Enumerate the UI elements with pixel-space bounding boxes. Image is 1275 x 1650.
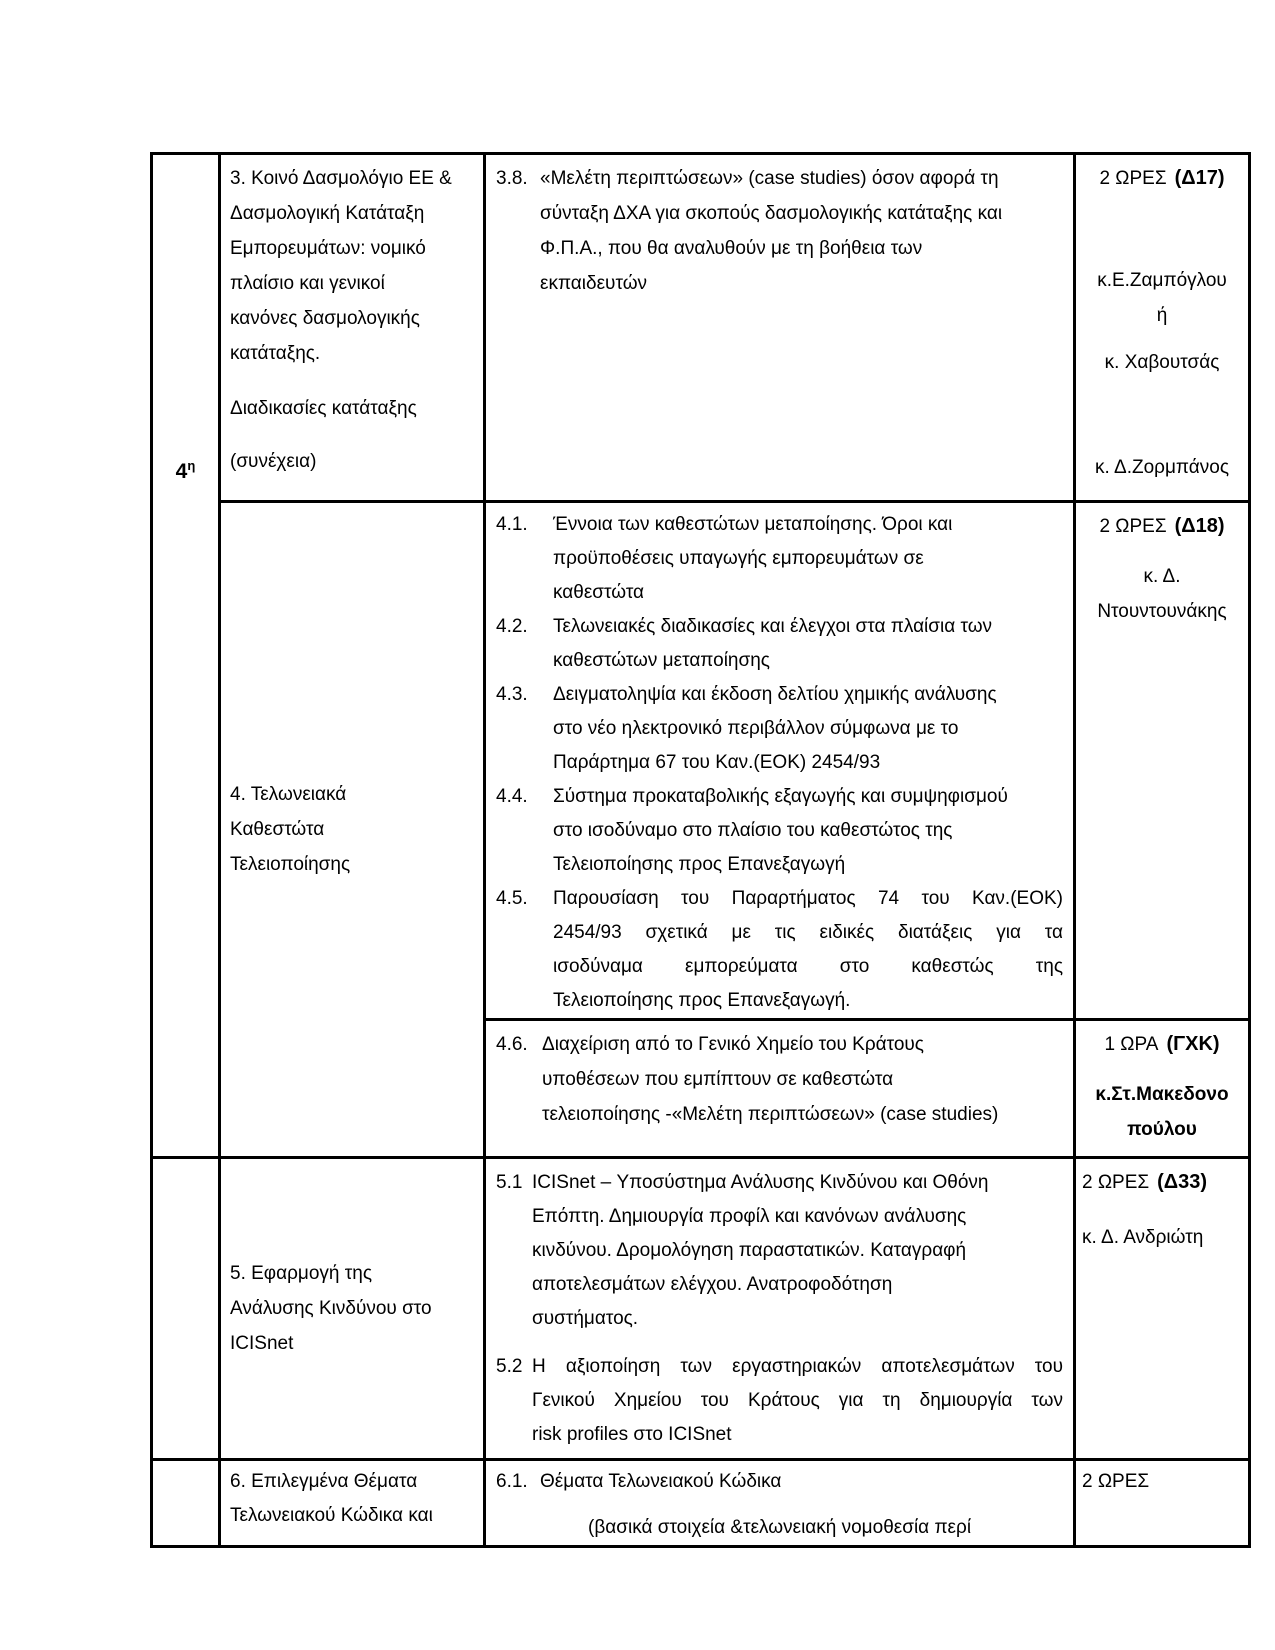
topic-6-cell [220,1460,485,1547]
topic-3-cell [220,154,485,502]
item-text-line: Φ.Π.Α., που θα αναλυθούν με τη βοήθεια των [540,238,923,259]
item-text-line: στο ισοδύναμο στο πλαίσιο του καθεστώτος της [553,820,953,841]
item-title-line: Θέματα Τελωνειακού Κώδικα [540,1471,782,1492]
subtopic-item-4-3 [496,678,1063,780]
item-text-line: εκπαιδευτών [540,273,648,294]
subtopics-4-cell [485,502,1075,1020]
topic-3-line: κανόνες δασμολογικής [230,308,420,329]
topic-5-cell [220,1158,485,1460]
instructor-name: κ. Δ. Ανδριώτη [1082,1227,1204,1248]
item-text-line: κινδύνου. Δρομολόγηση παραστατικών. Καταγραφή [532,1240,967,1261]
item-body [553,678,1063,780]
item-number: 4.4. [496,786,528,807]
item-body [553,780,1063,882]
subtopic-item-4-1 [496,508,1063,610]
hours-duration: 2 ΩΡΕΣ [1082,1172,1150,1193]
topic-6-line: 6. Επιλεγμένα Θέματα [230,1471,418,1492]
item-text-line: Τελειοποίησης προς Επανεξαγωγή [553,854,846,875]
topic-3-paragraph3: (συνέχεια) [230,451,317,472]
item-text-line: ICISnet – Υποσύστημα Ανάλυσης Κινδύνου και Οθόνη [532,1172,989,1193]
item-text-line: προϋποθέσεις υπαγωγής εμπορευμάτων σε [553,548,924,569]
subtopic-3-8-cell [485,154,1075,502]
item-text-line: καθεστώτων μεταποίησης [553,650,770,671]
item-number: 5.2 [496,1356,523,1377]
training-schedule-table [150,152,1251,1548]
day-suffix: η [187,458,196,473]
hours-code: (Δ18) [1174,515,1225,537]
hours-code: (ΓΧΚ) [1166,1033,1220,1055]
subtopic-item-4-2 [496,610,1063,678]
hours-duration: 2 ΩΡΕΣ [1099,168,1167,189]
hours-duration: 2 ΩΡΕΣ [1099,516,1167,537]
item-body [532,1166,1063,1336]
item-text-line: Παράρτημα 67 του Καν.(ΕΟΚ) 2454/93 [553,752,881,773]
item-body [542,1027,1063,1132]
hours-duration-line [1082,1027,1242,1062]
day-cell-empty [152,1460,220,1547]
topic-3-line: κατάταξης. [230,343,321,364]
item-text-line: Έννοια των καθεστώτων μεταποίησης. Όροι και [553,514,953,535]
topic-5-line: Ανάλυσης Κινδύνου στο [230,1298,432,1319]
item-text-line: Παρουσίαση του Παραρτήματος 74 του Καν.(ΕΟΚ) [553,888,1063,909]
item-text-line: σύνταξη ΔΧΑ για σκοπούς δασμολογικής κατάταξης και [540,203,1003,224]
item-body [553,610,1063,678]
topic-3-line: Εμπορευμάτων: νομικό [230,238,426,259]
topic-3-line: Δασμολογική Κατάταξη [230,203,425,224]
topic-5-line: ICISnet [230,1333,294,1354]
item-body [532,1350,1063,1452]
topic-3-line: 3. Κοινό Δασμολόγιο ΕΕ & [230,168,452,189]
item-number: 4.5. [496,888,528,909]
item-number: 6.1. [496,1471,528,1492]
topic-4-cell [220,502,485,1158]
instructor-name: κ. Δ. Ντουντουνάκης [1097,566,1227,622]
subtopics-5-cell [485,1158,1075,1460]
subtopic-item-5-1 [496,1166,1063,1336]
subtopic-item-4-5 [496,882,1063,1018]
instructor-name: κ. Δ.Ζορμπάνος [1095,457,1229,478]
day-cell [152,154,220,1158]
subtopic-item-3-8 [496,161,1063,301]
item-text-line: συστήματος. [532,1308,639,1329]
item-number: 3.8. [496,168,528,189]
hours-d33-cell [1075,1158,1250,1460]
item-text-line: ισοδύναμα εμπορεύματα στο καθεστώς της [553,956,1063,977]
instructor-name: κ.Στ.Μακεδονο [1095,1084,1229,1105]
item-text-line: 2454/93 σχετικά με τις ειδικές διατάξεις για τα [553,922,1063,943]
subtopic-6-1-cell [485,1460,1075,1547]
item-text-line: Γενικού Χημείου του Κράτους για τη δημιουργία των [532,1390,1063,1411]
hours-duration-line [1082,161,1242,196]
item-text-line: στο νέο ηλεκτρονικό περιβάλλον σύμφωνα με το [553,718,959,739]
topic-3-paragraph2: Διαδικασίες κατάταξης [230,398,417,419]
item-number: 4.6. [496,1034,528,1055]
hours-code: (Δ33) [1157,1171,1208,1193]
hours-duration: 2 ΩΡΕΣ [1082,1471,1150,1492]
topic-5-line: 5. Εφαρμογή της [230,1263,372,1284]
hours-2ores-cell [1075,1460,1250,1547]
hours-duration: 1 ΩΡΑ [1104,1034,1159,1055]
topic-6-line: Τελωνειακού Κώδικα και [230,1505,433,1526]
subtopic-4-6-cell [485,1020,1075,1158]
item-number: 4.1. [496,514,528,535]
item-text-line: (βασικά στοιχεία &τελωνειακή νομοθεσία περί [588,1517,972,1538]
item-body [553,882,1063,1018]
item-text-line: Επόπτη. Δημιουργία προφίλ και κανόνων ανάλυσης [532,1206,967,1227]
item-text-line: risk profiles στο ICISnet [532,1424,732,1445]
subtopic-item-6-1 [496,1465,1063,1545]
item-text-line: Σύστημα προκαταβολικής εξαγωγής και συμψηφισμού [553,786,1008,807]
item-text-line: «Μελέτη περιπτώσεων» (case studies) όσον αφορά τη [540,168,999,189]
item-text-line: Διαχείριση από το Γενικό Χημείο του Κράτους [542,1034,924,1055]
hours-d17-cell [1075,154,1250,502]
item-text-line: Τελωνειακές διαδικασίες και έλεγχοι στα πλαίσια των [553,616,993,637]
or-word: ή [1156,305,1168,326]
item-text-line: καθεστώτα [553,582,645,603]
item-text-line: Τελειοποίησης προς Επανεξαγωγή. [553,990,851,1011]
hours-duration-line [1082,1165,1242,1200]
item-text-line: Δειγματοληψία και έκδοση δελτίου χημικής ανάλυσης [553,684,997,705]
hours-gxk-cell [1075,1020,1250,1158]
instructor-name: κ.Ε.Ζαμπόγλου [1097,270,1227,291]
topic-4-line: 4. Τελωνειακά [230,784,347,805]
item-text-line: Η αξιοποίηση των εργαστηριακών αποτελεσμάτων του [532,1356,1063,1377]
instructor-name: κ. Χαβουτσάς [1104,352,1220,373]
instructor-name: πούλου [1127,1119,1197,1140]
subtopic-item-4-4 [496,780,1063,882]
item-number: 5.1 [496,1172,523,1193]
topic-4-line: Καθεστώτα [230,819,325,840]
item-body [540,161,1063,301]
item-number: 4.2. [496,616,528,637]
topic-4-line: Τελειοποίησης [230,854,351,875]
hours-duration-line [1082,509,1242,544]
item-text-line: τελειοποίησης -«Μελέτη περιπτώσεων» (case studies) [542,1104,999,1125]
item-text-line: αποτελεσμάτων ελέγχου. Ανατροφοδότηση [532,1274,893,1295]
day-cell-empty [152,1158,220,1460]
subtopic-item-5-2 [496,1350,1063,1452]
item-body [553,508,1063,610]
item-text-line: υποθέσεων που εμπίπτουν σε καθεστώτα [542,1069,894,1090]
item-body [540,1465,1063,1545]
hours-d18-cell [1075,502,1250,1020]
hours-code: (Δ17) [1174,167,1225,189]
day-number: 4 [175,460,188,483]
item-number: 4.3. [496,684,528,705]
subtopic-item-4-6 [496,1027,1063,1132]
topic-3-line: πλαίσιο και γενικοί [230,273,385,294]
